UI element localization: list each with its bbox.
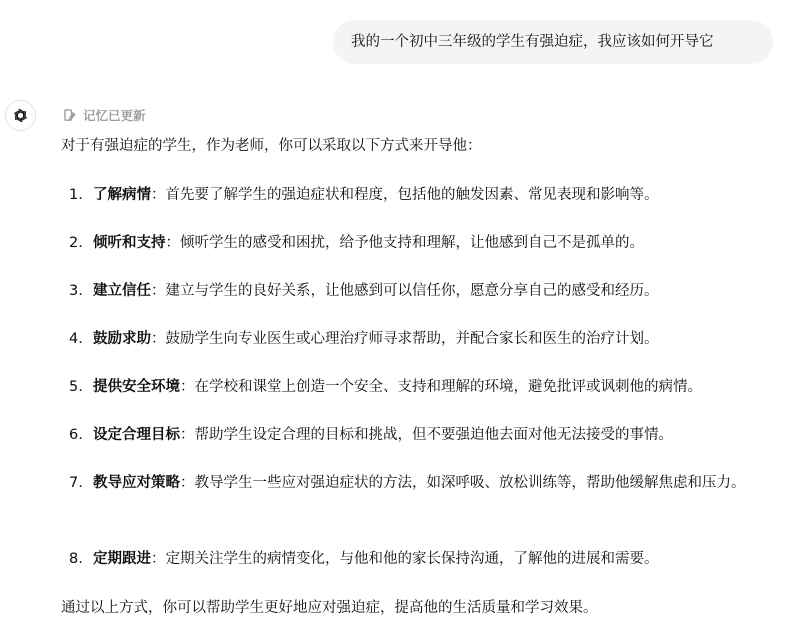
list-item <box>61 180 781 210</box>
list-item-number: 3. <box>69 283 83 299</box>
memory-updated-label: 记忆已更新 <box>83 108 146 123</box>
list-item-number: 6. <box>69 427 83 443</box>
list-item-number: 2. <box>69 235 83 251</box>
list-item <box>61 420 781 450</box>
list-item-text: 定期关注学生的病情变化，与他和他的家长保持沟通，了解他的进展和需要。 <box>165 551 659 567</box>
list-item-title: 了解病情 <box>93 187 151 203</box>
list-item <box>61 544 781 574</box>
list-item-title: 提供安全环境 <box>93 379 180 395</box>
list-item <box>61 372 781 402</box>
list-item-title: 鼓励求助 <box>93 331 151 347</box>
list-item <box>61 276 781 306</box>
memory-updated-indicator[interactable] <box>64 106 146 124</box>
list-item-text: 首先要了解学生的强迫症状和程度，包括他的触发因素、常见表现和影响等。 <box>165 187 659 203</box>
user-message-text: 我的一个初中三年级的学生有强迫症，我应该如何开导它 <box>351 34 714 50</box>
list-item-text: 鼓励学生向专业医生或心理治疗师寻求帮助，并配合家长和医生的治疗计划。 <box>165 331 659 347</box>
list-item-text: 帮助学生设定合理的目标和挑战，但不要强迫他去面对他无法接受的事情。 <box>194 427 673 443</box>
list-item-title: 教导应对策略 <box>93 475 180 491</box>
list-item-text: 在学校和课堂上创造一个安全、支持和理解的环境，避免批评或讽刺他的病情。 <box>194 379 702 395</box>
list-item-text: 倾听学生的感受和困扰，给予他支持和理解，让他感到自己不是孤单的。 <box>180 235 644 251</box>
pencil-icon <box>64 108 78 122</box>
list-item-title: 定期跟进 <box>93 551 151 567</box>
list-item <box>61 228 781 258</box>
user-message-bubble <box>333 20 773 64</box>
list-item <box>61 468 781 498</box>
list-item-separator: ： <box>180 475 195 491</box>
list-item-separator: ： <box>180 379 195 395</box>
assistant-intro: 对于有强迫症的学生，作为老师，你可以采取以下方式来开导他： <box>61 138 482 154</box>
list-item-number: 5. <box>69 379 83 395</box>
list-item-separator: ： <box>151 187 166 203</box>
list-item-text: 建立与学生的良好关系，让他感到可以信任你，愿意分享自己的感受和经历。 <box>165 283 659 299</box>
list-item-number: 4. <box>69 331 83 347</box>
list-item-separator: ： <box>151 551 166 567</box>
list-item-title: 设定合理目标 <box>93 427 180 443</box>
list-item-number: 7. <box>69 475 83 491</box>
list-item-number: 1. <box>69 187 83 203</box>
list-item-separator: ： <box>165 235 180 251</box>
assistant-avatar <box>5 100 36 131</box>
list-item-title: 倾听和支持 <box>93 235 166 251</box>
list-item-title: 建立信任 <box>93 283 151 299</box>
list-item-separator: ： <box>180 427 195 443</box>
openai-logo-icon <box>11 106 30 125</box>
list-item-text: 教导学生一些应对强迫症状的方法，如深呼吸、放松训练等，帮助他缓解焦虑和压力。 <box>194 475 746 491</box>
assistant-outro: 通过以上方式，你可以帮助学生更好地应对强迫症，提高他的生活质量和学习效果。 <box>61 600 598 616</box>
list-item <box>61 324 781 354</box>
list-item-separator: ： <box>151 331 166 347</box>
list-item-number: 8. <box>69 551 83 567</box>
list-item-separator: ： <box>151 283 166 299</box>
